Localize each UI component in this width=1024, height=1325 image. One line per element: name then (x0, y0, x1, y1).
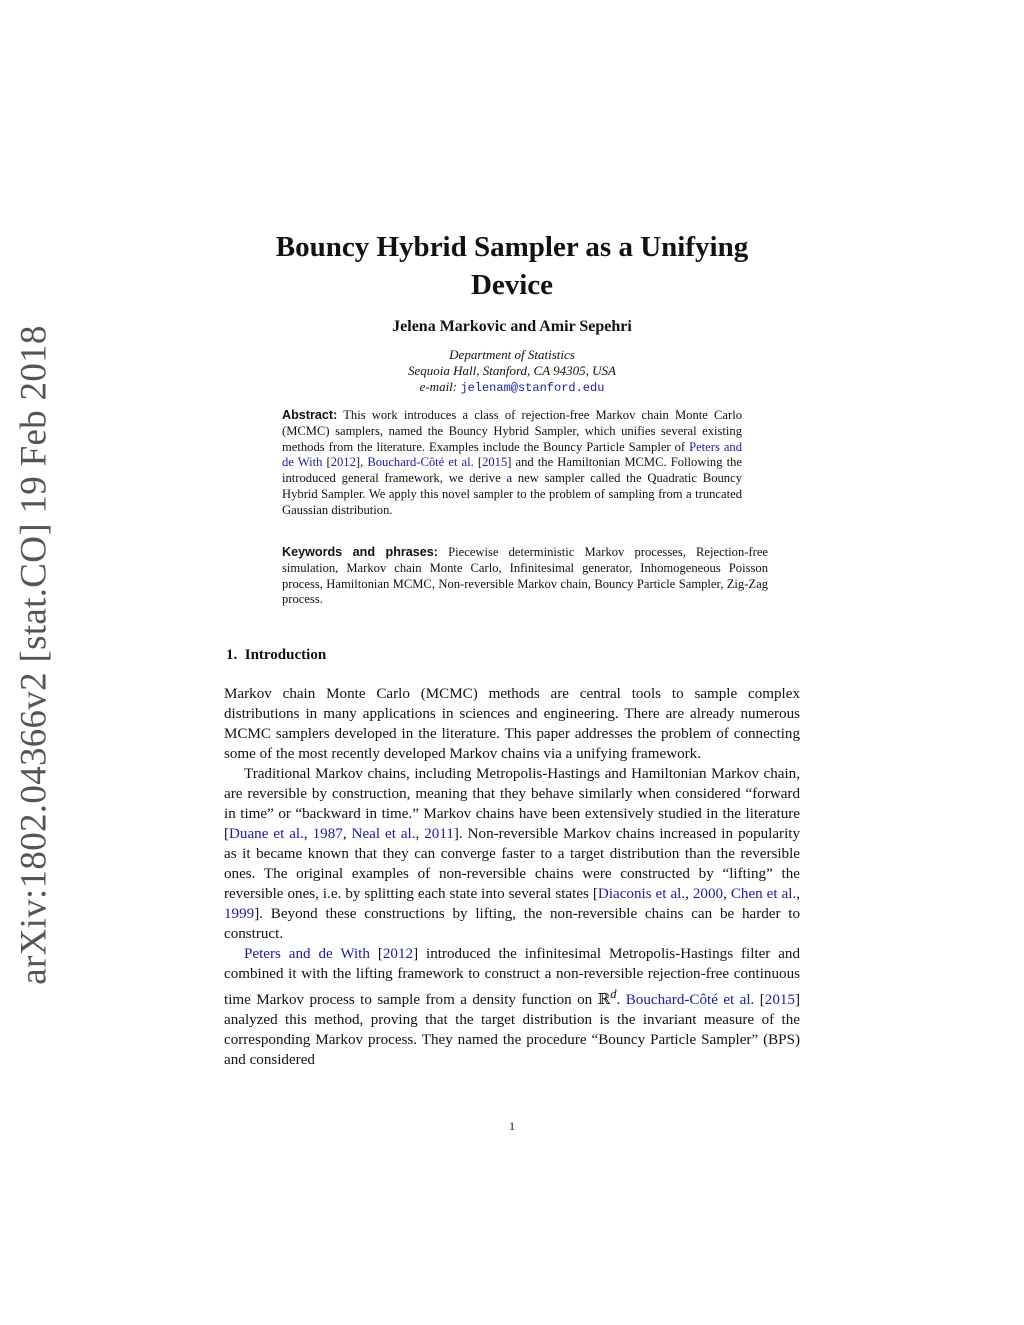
address: Sequoia Hall, Stanford, CA 94305, USA (408, 363, 616, 378)
citation-link[interactable]: Bouchard-Côté et al. (367, 455, 474, 470)
paragraph: Peters and de With [2012] introduced the infinitesimal Metropolis-Hastings filter and combined it with the lifting framework to construct a non-reversible rejection-free continuous time Markov process to sample from a density function on ℝ$^d$. Bouchard-Côté et al. [2015] analyzed this method, proving that the target distribution is the invariant measure of the corresponding Markov process. They named the procedure “Bouncy Particle Sampler” (BPS) and considered (224, 946, 800, 1069)
title-line-2: Device (470, 269, 554, 301)
section-heading (226, 647, 326, 664)
arxiv-stamp (4, 325, 64, 985)
section-title: Introduction (244, 647, 327, 663)
email-row (200, 379, 824, 396)
citation-link[interactable]: Diaconis et al. (597, 886, 686, 902)
abstract-text-b: and the Hamiltonian MCMC. Following the introduced general framework, we derive a new sampler called the Quadratic Bouncy Hybrid Sampler. We apply this novel sampler to the problem of sampling from a truncated Gaussian distribution. (282, 455, 742, 517)
paragraph-text: analyzed this method, proving that the target distribution is the invariant measure of the corresponding Markov process. They named the procedure “Bouncy Particle Sampler” (BPS) and considered (224, 1012, 800, 1069)
authors: Jelena Markovic and Amir Sepehri (392, 318, 632, 335)
keywords-label: Keywords and phrases: (282, 545, 439, 559)
citation-year-link[interactable]: 2000 (692, 886, 724, 902)
citation-link[interactable]: Chen et al. (730, 886, 797, 902)
abstract-text-a: This work introduces a class of rejection-free Markov chain Monte Carlo (MCMC) samplers, named the Bouncy Hybrid Sampler, which unifies several existing methods from the literature. Examples include the Bouncy Particle Sampler of (282, 408, 742, 454)
paragraph-text: . Beyond these constructions by lifting, the non-reversible chains can be harder to construct. (224, 906, 800, 942)
paper-title (200, 228, 824, 304)
citation-year-link[interactable]: 2011 (424, 826, 454, 842)
paragraph-text: Traditional Markov chains, including Metropolis-Hastings and Hamiltonian Markov chain, are reversible by construction, meaning that they behave similarly when considered “forward in time” or “backward in time.” Markov chains have been extensively studied in the literature (224, 766, 800, 822)
paragraph (224, 684, 800, 764)
arxiv-stamp-text: arXiv:1802.04366v2 [stat.CO] 19 Feb 2018 (13, 325, 55, 985)
abstract: Abstract: This work introduces a class of rejection-free Markov chain Monte Carlo (MCMC) samplers, named the Bouncy Hybrid Sampler, which unifies several existing methods from the literature. Examples include the Bouncy Particle Sampler of Peters and de With [2012], Bouchard-Côté et al. [2015] and the Hamiltonian MCMC. Following the introduced general framework, we derive a new sampler called the Quadratic Bouncy Hybrid Sampler. We apply this novel sampler to the problem of sampling from a truncated Gaussian distribution. (282, 408, 743, 517)
citation-year-link[interactable]: 2012 (382, 946, 414, 962)
abstract-label: Abstract: (282, 408, 338, 422)
citation-year-link[interactable]: 2012 (330, 455, 356, 470)
citation-link[interactable]: Neal et al. (351, 826, 416, 842)
keywords (282, 545, 768, 608)
keywords-text: Piecewise deterministic Markov processes, Rejection-free simulation, Markov chain Monte Carlo, Infinitesimal generator, Inhomogeneous Poisson process, Hamiltonian MCMC, Non-reversible Markov chain, Bouncy Particle Sampler, Zig-Zag process. (282, 545, 769, 607)
paragraph-text: . Non-reversible Markov chains increased in popularity as it became known that they can converge faster to a target distribution than the reversible ones. The original examples of non-reversible chains were constructed by “lifting” the reversible ones, i.e. by splitting each state into several states (224, 826, 801, 902)
title-line-1: Bouncy Hybrid Sampler as a Unifying (275, 231, 749, 263)
citation-year-link[interactable]: 2015 (482, 455, 508, 470)
citation-year-link[interactable]: 2015 (764, 992, 795, 1009)
page-number: 1 (509, 1119, 515, 1133)
citation-link[interactable]: Duane et al. (229, 826, 304, 842)
email-link[interactable]: jelenam@stanford.edu (460, 381, 605, 395)
citation-link[interactable]: Peters and de With (282, 439, 743, 470)
math-reals: ℝ (597, 992, 611, 1009)
math-dimension: d (610, 987, 617, 1001)
paragraph-text: introduced the infinitesimal Metropolis-Hastings filter and combined it with the lifting framework to construct a non-reversible rejection-free continuous time Markov process to sample from a density function on (224, 946, 800, 1009)
department: Department of Statistics (449, 347, 575, 362)
email-label: e-mail: (419, 379, 458, 394)
citation-link[interactable]: Bouchard-Côté et al. (625, 992, 755, 1009)
paragraph: Traditional Markov chains, including Metropolis-Hastings and Hamiltonian Markov chain, are reversible by construction, meaning that they behave similarly when considered “forward in time” or “backward in time.” Markov chains have been extensively studied in the literature [Duane et al., 1987, Neal et al., 2011]. Non-reversible Markov chains increased in popularity as it became known that they can converge faster to a target distribution than the reversible ones. The original examples of non-reversible chains were constructed by “lifting” the reversible ones, i.e. by splitting each state into several states [Diaconis et al., 2000, Chen et al., 1999]. Beyond these constructions by lifting, the non-reversible chains can be harder to construct. (224, 766, 801, 942)
section-number: 1. (226, 647, 238, 663)
citation-link[interactable]: Peters and de With (244, 946, 370, 962)
citation-year-link[interactable]: 1999 (224, 906, 255, 922)
affiliation (200, 347, 824, 396)
paragraph-text: Markov chain Monte Carlo (MCMC) methods are central tools to sample complex distributions in many applications in sciences and engineering. There are already numerous MCMC samplers developed in the literature. This paper addresses the problem of connecting some of the most recently developed Markov chains via a unifying framework. (224, 686, 800, 762)
citation-year-link[interactable]: 1987 (312, 826, 343, 842)
introduction-body (224, 684, 800, 1070)
